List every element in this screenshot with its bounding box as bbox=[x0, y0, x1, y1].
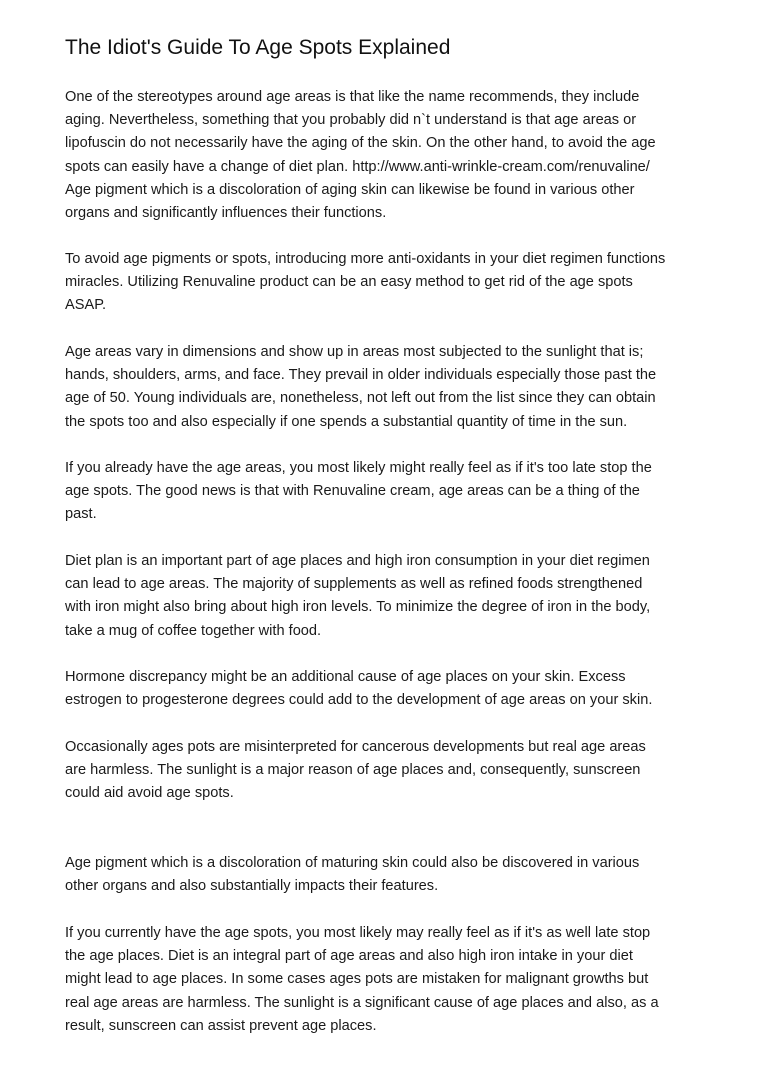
paragraph-2 bbox=[65, 248, 717, 318]
paragraph-line: age of 50. Young individuals are, nonetheless, not left out from the list since they can obtain bbox=[65, 390, 656, 407]
paragraph-line: other organs and also substantially impacts their features. bbox=[65, 878, 439, 895]
paragraph-1 bbox=[65, 86, 717, 225]
paragraph-line: One of the stereotypes around age areas is that like the name recommends, they include bbox=[65, 89, 640, 105]
paragraph-line: Age pigment which is a discoloration of aging skin can likewise be found in various other bbox=[65, 181, 635, 198]
paragraph-line: Hormone discrepancy might be an additional cause of age places on your skin. Excess bbox=[65, 669, 626, 685]
paragraph-line: hands, shoulders, arms, and face. They prevail in older individuals especially those past the bbox=[65, 367, 657, 384]
paragraph-line: aging. Nevertheless, something that you probably did n`t understand is that age areas or bbox=[65, 112, 637, 129]
paragraph-line: lipofuscin do not necessarily have the aging of the skin. On the other hand, to avoid the age bbox=[65, 135, 656, 152]
paragraph-9 bbox=[65, 922, 717, 1038]
paragraph-6 bbox=[65, 666, 717, 712]
page-title: The Idiot's Guide To Age Spots Explained bbox=[65, 36, 451, 59]
paragraph-line: result, sunscreen can assist prevent age places. bbox=[65, 1017, 377, 1034]
paragraph-line: miracles. Utilizing Renuvaline product can be an easy method to get rid of the age spots bbox=[65, 274, 633, 291]
paragraph-line: Occasionally ages pots are misinterpreted for cancerous developments but real age areas bbox=[65, 739, 646, 755]
paragraph-7 bbox=[65, 736, 717, 806]
paragraph-line: the age places. Diet is an integral part of age areas and also high iron intake in your diet bbox=[65, 948, 633, 965]
paragraph-line: If you already have the age areas, you most likely might really feel as if it's too late stop the bbox=[65, 460, 652, 476]
paragraph-line: can lead to age areas. The majority of supplements as well as refined foods strengthened bbox=[65, 576, 643, 593]
paragraph-5 bbox=[65, 550, 717, 643]
paragraph-line: age spots. The good news is that with Renuvaline cream, age areas can be a thing of the bbox=[65, 483, 640, 500]
paragraph-line: Diet plan is an important part of age places and high iron consumption in your diet regimen bbox=[65, 553, 650, 569]
paragraph-line: are harmless. The sunlight is a major reason of age places and, consequently, sunscreen bbox=[65, 762, 641, 779]
paragraph-line: spots can easily have a change of diet plan. http://www.anti-wrinkle-cream.com/renuvaline/ bbox=[65, 158, 650, 175]
paragraph-line: take a mug of coffee together with food. bbox=[65, 622, 322, 639]
paragraph-8 bbox=[65, 852, 717, 898]
paragraph-line: ASAP. bbox=[65, 297, 107, 314]
paragraph-line: could aid avoid age spots. bbox=[65, 785, 234, 802]
paragraph-3 bbox=[65, 341, 717, 434]
paragraph-line: might lead to age places. In some cases ages pots are mistaken for malignant growths but bbox=[65, 971, 649, 988]
paragraph-line: organs and significantly influences their functions. bbox=[65, 204, 387, 221]
paragraph-line: Age pigment which is a discoloration of maturing skin could also be discovered in various bbox=[65, 855, 640, 871]
paragraph-line: real age areas are harmless. The sunlight is a significant cause of age places and also, as a bbox=[65, 994, 659, 1011]
paragraph-line: estrogen to progesterone degrees could add to the development of age areas on your skin. bbox=[65, 692, 653, 709]
paragraph-line: with iron might also bring about high iron levels. To minimize the degree of iron in the body, bbox=[65, 599, 651, 616]
paragraph-line: To avoid age pigments or spots, introducing more anti-oxidants in your diet regimen functions bbox=[65, 251, 666, 267]
paragraph-line: the spots too and also especially if one spends a substantial quantity of time in the sun. bbox=[65, 413, 628, 430]
paragraph-4 bbox=[65, 457, 717, 527]
paragraph-line: If you currently have the age spots, you most likely may really feel as if it's as well late stop bbox=[65, 925, 651, 941]
paragraph-line: Age areas vary in dimensions and show up in areas most subjected to the sunlight that is; bbox=[65, 344, 644, 360]
paragraph-line: past. bbox=[65, 506, 97, 523]
